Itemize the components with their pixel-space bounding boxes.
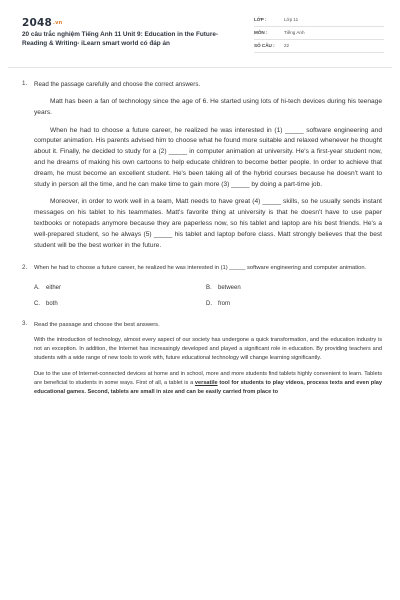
option-b[interactable]	[206, 285, 378, 291]
logo-text: 2048	[22, 17, 53, 29]
answer-options	[34, 285, 382, 307]
passage-text: Due to the use of Internet-connected devices at home and in school, more and more students find tablets highly convenient to learn. Tablets are beneficial to students in some ways. First of all, a tablet is a	[34, 370, 382, 387]
meta-value: Lớp 11	[284, 17, 299, 22]
question-body	[34, 264, 382, 307]
option-d[interactable]	[206, 301, 378, 307]
option-label: B.	[206, 284, 212, 291]
question-body	[34, 80, 382, 251]
option-text: either	[46, 284, 62, 291]
option-label: D.	[206, 300, 212, 307]
meta-value: Tiếng Anh	[284, 30, 305, 35]
question-3	[22, 320, 382, 398]
passage-paragraph: With the introduction of technology, almost every aspect of our society has undergone a quick transformation, and the education industry is not an exception. In addition, the Internet has increasingly developed and played a significant role in education. By providing teachers and students with a wide range of new tools to work with, future educational technology will change learning significantly.	[34, 336, 382, 362]
question-text: When he had to choose a future career, he realized he was interested in (1) _____ software engineering and computer animation.	[34, 265, 367, 272]
meta-key: MÔN :	[254, 30, 268, 35]
meta-row-subject	[254, 27, 384, 40]
meta-row-count	[254, 40, 384, 53]
option-text: between	[218, 284, 241, 291]
site-logo[interactable]	[22, 17, 62, 29]
meta-key: SỐ CÂU :	[254, 43, 275, 48]
passage-paragraph: Moreover, in order to work well in a team, Matt needs to have great (4) _____ skills, so he usually sends instant messages on his tablet to his teammates. Matt's favorite thing at university is that he doesn't have to use paper textbooks or notepads anymore because they are paperless now, so his tablet and laptop are his best friends. He's a well-prepared student, so he always (5) _____ his tablet and laptop before class. Matt strongly believes that the best student will be the best worker in the future.	[34, 198, 382, 249]
question-instruction: Read the passage and choose the best answers.	[34, 321, 160, 328]
option-text: both	[46, 300, 58, 307]
logo-suffix: .vn	[53, 20, 63, 26]
question-number: 2.	[22, 264, 28, 272]
question-number: 3.	[22, 319, 28, 327]
option-label: C.	[34, 300, 40, 307]
option-a[interactable]	[34, 285, 206, 291]
option-label: A.	[34, 284, 40, 291]
option-c[interactable]	[34, 301, 206, 307]
passage-paragraph: Matt has been a fan of technology since the age of 6. He started using lots of hi-tech devices during his teenage years.	[34, 98, 382, 116]
meta-table	[254, 14, 384, 53]
document-header	[0, 0, 400, 62]
question-body	[34, 320, 382, 398]
question-1	[22, 80, 382, 251]
passage-paragraph	[34, 370, 382, 398]
option-text: from	[218, 300, 230, 307]
underlined-word: versatile	[194, 380, 218, 387]
question-instruction: Read the passage carefully and choose the correct answers.	[34, 81, 201, 88]
meta-key: LỚP :	[254, 17, 267, 22]
header-divider	[8, 67, 392, 68]
bold-passage-text: tool for students to play videos, process texts and even play educational games. Second, tablets are small in size and can be easily carried from place to	[34, 380, 382, 396]
document-title: 20 câu trắc nghiệm Tiếng Anh 11 Unit 9: Education in the Future- Reading & Writing- iLearn smart world có đáp án	[22, 31, 219, 47]
meta-row-class	[254, 14, 384, 27]
meta-value: 22	[284, 43, 290, 48]
question-2	[22, 264, 382, 307]
document-content	[22, 80, 382, 398]
question-number: 1.	[22, 80, 28, 87]
passage-paragraph: When he had to choose a future career, he realized he was interested in (1) _____ software engineering and computer animation. His parents advised him to choose what he found more suitable and relaxed whenever he thought about it. Finally, he decided to study for a (2) _____ in computer animation at university. He's a first-year student now, and he dreams of making his own cartoons to help educate children to become better people. In order to achieve that dream, he must become an excellent student. He's been taking all of the hybrid courses because he doesn't want to study in person all the time, and he can make time to gain more (3) _____ by doing a part-time job.	[34, 126, 382, 188]
